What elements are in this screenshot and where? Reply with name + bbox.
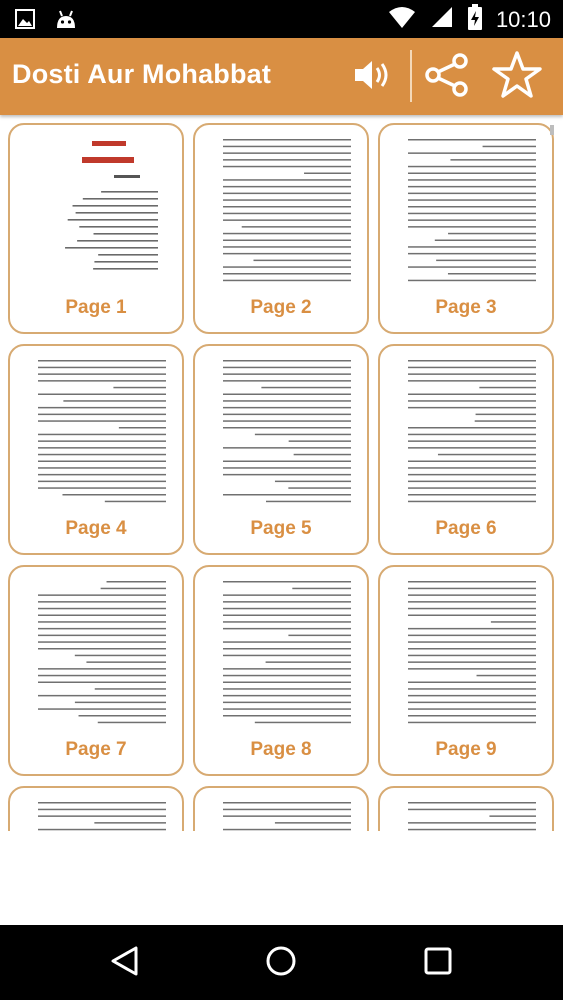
app-bar: [0, 38, 563, 115]
recents-icon: [423, 946, 453, 981]
home-icon: [265, 945, 297, 982]
page-card[interactable]: [378, 565, 554, 776]
toolbar-divider: [410, 50, 412, 102]
page-thumbnail: [207, 356, 357, 506]
page-label: Page 4: [65, 518, 127, 539]
page-card[interactable]: [8, 123, 184, 334]
back-icon: [110, 945, 140, 982]
page-card[interactable]: [378, 786, 554, 831]
gallery-icon: [14, 8, 36, 35]
page-thumbnail: [22, 577, 172, 727]
star-icon: [491, 50, 543, 105]
page-card[interactable]: [8, 786, 184, 831]
app-title: Dosti Aur Mohabbat: [12, 59, 272, 89]
page-card[interactable]: [193, 344, 369, 555]
share-icon: [424, 52, 470, 103]
page-grid: [0, 115, 563, 831]
page-card[interactable]: [378, 123, 554, 334]
page-label: Page 1: [65, 297, 127, 318]
page-thumbnail: [207, 798, 357, 831]
page-label: Page 2: [250, 297, 312, 318]
status-bar: [0, 0, 563, 38]
page-thumbnail: [207, 577, 357, 727]
battery-icon: [468, 4, 482, 35]
back-button[interactable]: [105, 943, 145, 983]
wifi-icon: [388, 5, 416, 34]
signal-icon: [430, 5, 454, 34]
page-card[interactable]: [8, 344, 184, 555]
page-card[interactable]: [378, 344, 554, 555]
page-thumbnail: [392, 135, 542, 285]
page-label: Page 3: [435, 297, 497, 318]
page-card[interactable]: [193, 786, 369, 831]
page-label: Page 9: [435, 739, 497, 760]
volume-icon: [352, 57, 394, 98]
scrollbar[interactable]: [550, 125, 554, 135]
page-thumbnail: [392, 577, 542, 727]
page-card[interactable]: [193, 123, 369, 334]
page-label: Page 6: [435, 518, 497, 539]
page-thumbnail: [207, 135, 357, 285]
favorite-button[interactable]: [492, 52, 542, 102]
page-thumbnail: [22, 356, 172, 506]
page-thumbnail: [392, 356, 542, 506]
page-thumbnail: [22, 798, 172, 831]
home-button[interactable]: [261, 943, 301, 983]
clock: 10:10: [495, 6, 551, 32]
share-button[interactable]: [422, 52, 472, 102]
sound-button[interactable]: [348, 52, 398, 102]
page-card[interactable]: [8, 565, 184, 776]
page-card[interactable]: [193, 565, 369, 776]
page-thumbnail: [22, 135, 172, 285]
android-icon: [54, 8, 78, 35]
recents-button[interactable]: [418, 943, 458, 983]
page-label: Page 7: [65, 739, 127, 760]
navigation-bar: [0, 925, 563, 1000]
page-thumbnail: [392, 798, 542, 831]
page-label: Page 8: [250, 739, 312, 760]
page-label: Page 5: [250, 518, 312, 539]
